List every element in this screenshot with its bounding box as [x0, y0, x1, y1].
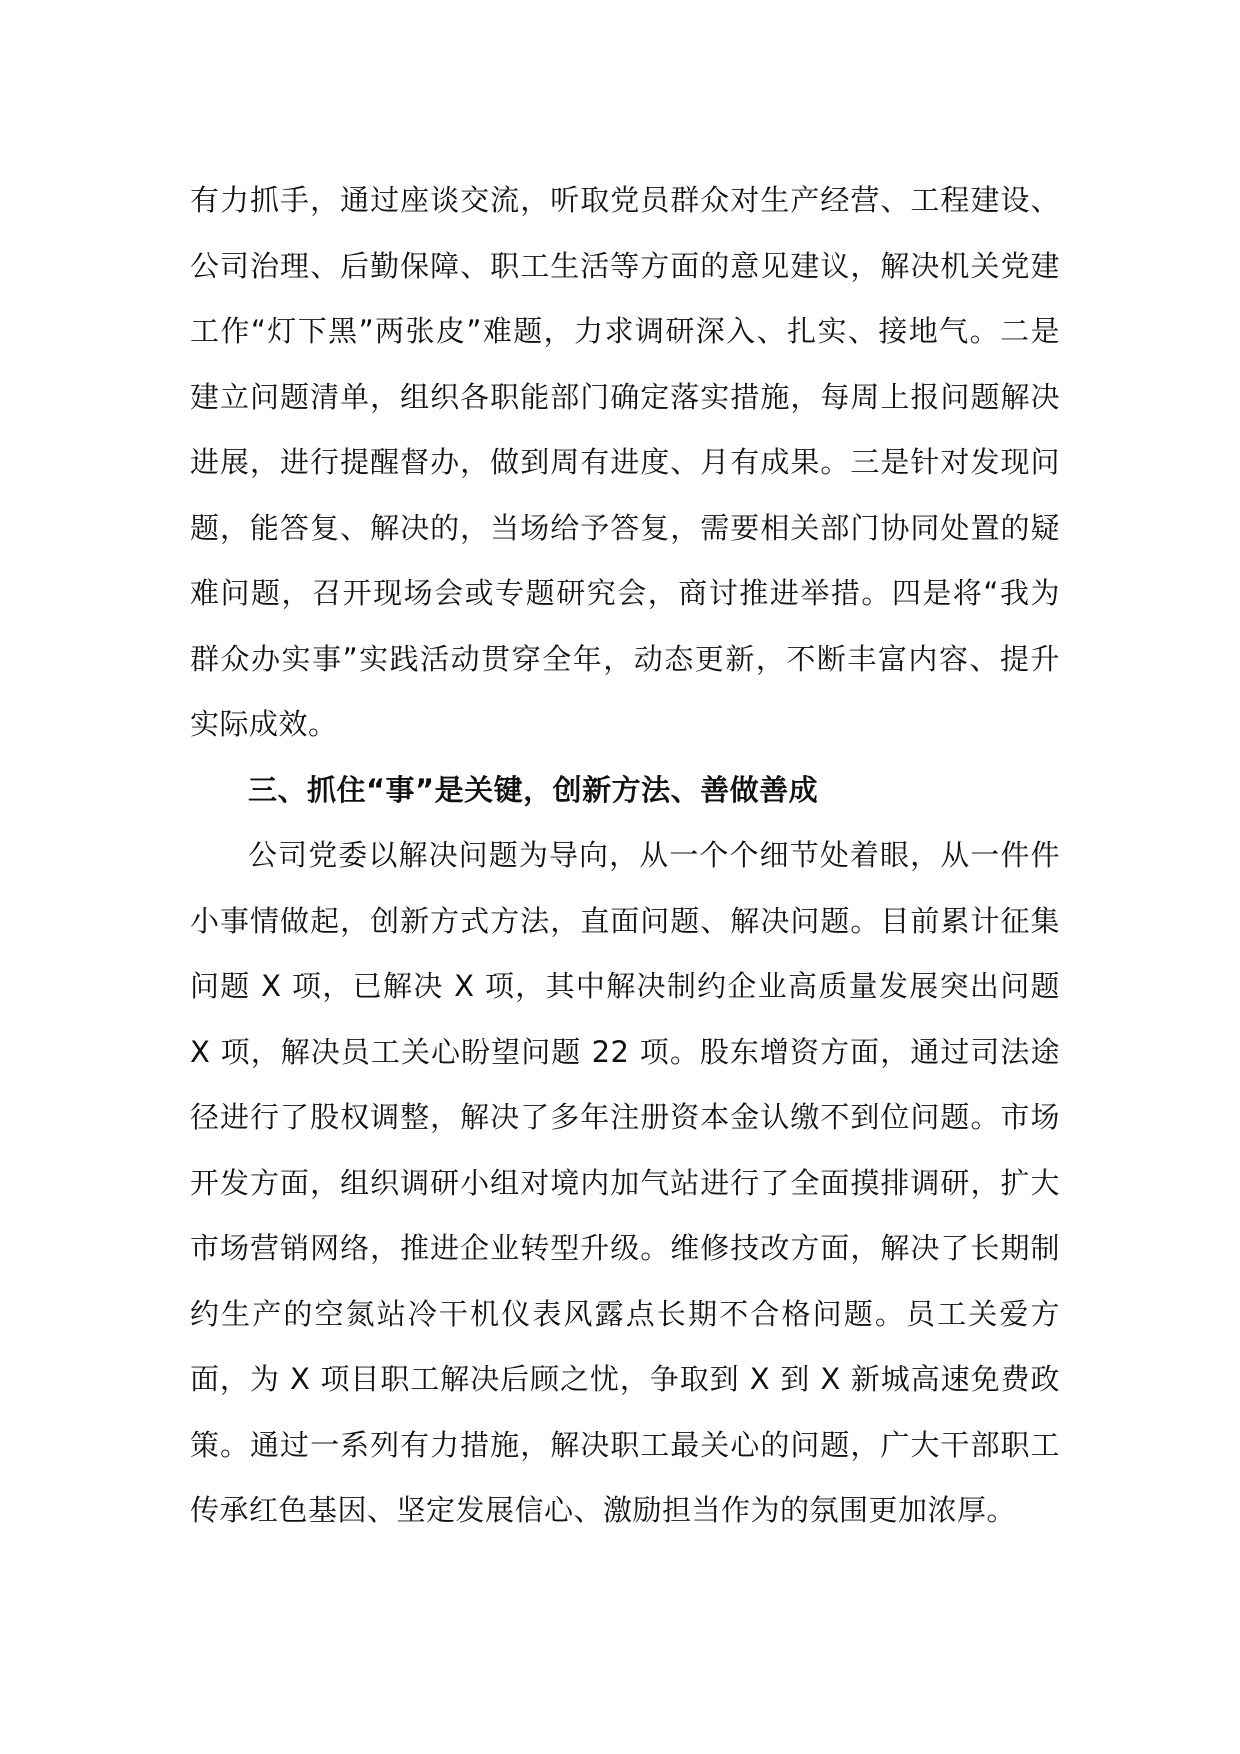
document-body	[190, 168, 1060, 1544]
section-heading: 三、抓住“事”是关键，创新方法、善做善成	[248, 772, 819, 807]
paragraph-continued: 有力抓手，通过座谈交流，听取党员群众对生产经营、工程建设、公司治理、后勤保障、职工生活等方面的意见建议，解决机关党建工作“灯下黑”两张皮”难题，力求调研深入、扎实、接地气。二是建立问题清单，组织各职能部门确定落实措施，每周上报问题解决进展，进行提醒督办，做到周有进度、月有成果。三是针对发现问题，能答复、解决的，当场给予答复，需要相关部门协同处置的疑难问题，召开现场会或专题研究会，商讨推进举措。四是将“我为群众办实事”实践活动贯穿全年，动态更新，不断丰富内容、提升实际成效。	[190, 183, 1060, 741]
paragraph-body: 公司党委以解决问题为导向，从一个个细节处着眼，从一件件小事情做起，创新方式方法，直面问题、解决问题。目前累计征集问题 X 项，已解决 X 项，其中解决制约企业高质量发展突出问题 X 项，解决员工关心盼望问题 22 项。股东增资方面，通过司法途径进行了股权调整，解决了多年注册资本金认缴不到位问题。市场开发方面，组织调研小组对境内加气站进行了全面摸排调研，扩大市场营销网络，推进企业转型升级。维修技改方面，解决了长期制约生产的空氮站冷干机仪表风露点长期不合格问题。员工关爱方面，为 X 项目职工解决后顾之忧，争取到 X 到 X 新城高速免费政策。通过一系列有力措施，解决职工最关心的问题，广大干部职工传承红色基因、坚定发展信心、激励担当作为的氛围更加浓厚。	[190, 838, 1060, 1527]
